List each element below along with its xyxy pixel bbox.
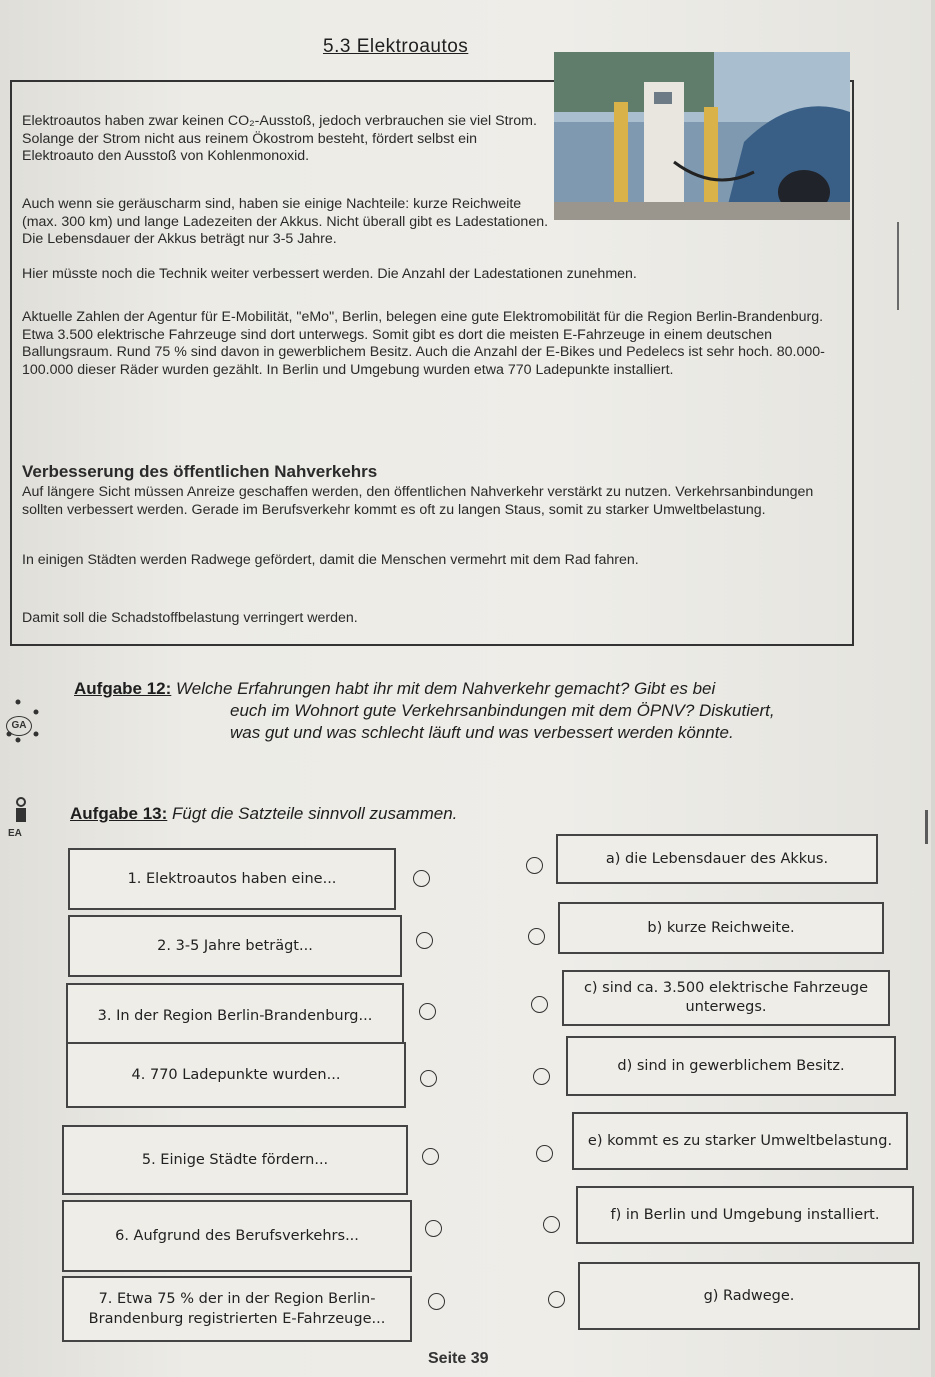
left-connector-1[interactable] bbox=[413, 870, 430, 887]
section-title: 5.3 Elektroautos bbox=[323, 36, 469, 57]
right-connector-g[interactable] bbox=[548, 1291, 565, 1308]
task-12-line1: Welche Erfahrungen habt ihr mit dem Nahverkehr gemacht? Gibt es bei bbox=[176, 679, 716, 698]
left-item-6: 6. Aufgrund des Berufsverkehrs... bbox=[62, 1200, 412, 1272]
left-item-7: 7. Etwa 75 % der in der Region Berlin-Brandenburg registrierten E-Fahrzeuge... bbox=[62, 1276, 412, 1342]
charging-station-photo bbox=[554, 52, 850, 220]
task-12 bbox=[74, 678, 854, 744]
right-item-f: f) in Berlin und Umgebung installiert. bbox=[576, 1186, 914, 1244]
page-number: Seite 39 bbox=[428, 1350, 489, 1367]
paragraph-disadvantages: Auch wenn sie geräuscharm sind, haben sie einige Nachteile: kurze Reichweite (max. 300 km) und lange Ladezeiten der Akkus. Nicht überall gibt es Ladestationen. Die Lebensdauer der Akkus beträgt nur 3-5 Jahre. bbox=[22, 196, 549, 247]
task-12-label: Aufgabe 12: bbox=[74, 679, 172, 698]
left-item-5: 5. Einige Städte fördern... bbox=[62, 1125, 408, 1195]
right-connector-c[interactable] bbox=[531, 996, 548, 1013]
task-13-label: Aufgabe 13: bbox=[70, 804, 168, 823]
task-12-line3: was gut und was schlecht läuft und was verbessert werden könnte. bbox=[230, 723, 734, 742]
paragraph-technology: Hier müsste noch die Technik weiter verbessert werden. Die Anzahl der Ladestationen zunehmen. bbox=[22, 266, 637, 282]
right-item-c: c) sind ca. 3.500 elektrische Fahrzeuge unterwegs. bbox=[562, 970, 890, 1026]
ga-label: GA bbox=[6, 716, 32, 736]
paragraph-incentives: Auf längere Sicht müssen Anreize geschaffen werden, den öffentlichen Nahverkehr verstärkt zu nutzen. Verkehrsanbindungen sollten verbessert werden. Gerade im Berufsverkehr kommt es oft zu langen Staus, somit zu starker Umweltbelastung. bbox=[22, 484, 814, 518]
right-connector-a[interactable] bbox=[526, 857, 543, 874]
left-item-4: 4. 770 Ladepunkte wurden... bbox=[66, 1042, 406, 1108]
right-item-a: a) die Lebensdauer des Akkus. bbox=[556, 834, 878, 884]
right-connector-e[interactable] bbox=[536, 1145, 553, 1162]
margin-line bbox=[897, 222, 899, 310]
right-item-d: d) sind in gewerblichem Besitz. bbox=[566, 1036, 896, 1096]
right-item-e: e) kommt es zu starker Umweltbelastung. bbox=[572, 1112, 908, 1170]
margin-tick bbox=[925, 810, 928, 844]
page-edge bbox=[931, 0, 935, 1377]
left-item-3: 3. In der Region Berlin-Brandenburg... bbox=[66, 983, 404, 1049]
individual-work-icon bbox=[8, 796, 38, 844]
right-connector-f[interactable] bbox=[543, 1216, 560, 1233]
subheading-public-transport: Verbesserung des öffentlichen Nahverkehrs bbox=[22, 462, 378, 481]
group-work-icon bbox=[6, 696, 50, 744]
paragraph-statistics: Aktuelle Zahlen der Agentur für E-Mobilität, "eMo", Berlin, belegen eine gute Elektromobilität für die Region Berlin-Brandenburg. Etwa 3.500 elektrische Fahrzeuge sind dort unterwegs. Somit gibt es dort die meisten E-Fahrzeuge in einem deutschen Ballungsraum. Rund 75 % sind davon in gewerblichem Besitz. Auch die Anzahl der E-Bikes und Pedelecs ist sehr hoch. 80.000-100.000 dieser Räder wurden gezählt. In Berlin und Umgebung wurden etwa 770 Ladepunkte installiert. bbox=[22, 309, 825, 378]
paragraph-co2: Elektroautos haben zwar keinen CO₂-Ausstoß, jedoch verbrauchen sie viel Strom. Solange der Strom nicht aus reinem Ökostrom besteht, fördert selbst ein Elektroauto den Ausstoß von Kohlenmonoxid. bbox=[22, 113, 537, 164]
left-connector-6[interactable] bbox=[425, 1220, 442, 1237]
left-connector-3[interactable] bbox=[419, 1003, 436, 1020]
left-item-2: 2. 3-5 Jahre beträgt... bbox=[68, 915, 402, 977]
right-item-g: g) Radwege. bbox=[578, 1262, 920, 1330]
task-13-text: Fügt die Satzteile sinnvoll zusammen. bbox=[172, 804, 458, 823]
task-12-line2: euch im Wohnort gute Verkehrsanbindungen mit dem ÖPNV? Diskutiert, bbox=[230, 701, 775, 720]
ea-label: EA bbox=[8, 828, 22, 839]
left-connector-5[interactable] bbox=[422, 1148, 439, 1165]
right-connector-b[interactable] bbox=[528, 928, 545, 945]
left-item-1: 1. Elektroautos haben eine... bbox=[68, 848, 396, 910]
left-connector-7[interactable] bbox=[428, 1293, 445, 1310]
left-connector-4[interactable] bbox=[420, 1070, 437, 1087]
task-13 bbox=[70, 803, 770, 825]
right-connector-d[interactable] bbox=[533, 1068, 550, 1085]
left-connector-2[interactable] bbox=[416, 932, 433, 949]
right-item-b: b) kurze Reichweite. bbox=[558, 902, 884, 954]
paragraph-bike-lanes: In einigen Städten werden Radwege gefördert, damit die Menschen vermehrt mit dem Rad fahren. bbox=[22, 552, 639, 568]
paragraph-pollution: Damit soll die Schadstoffbelastung verringert werden. bbox=[22, 610, 358, 626]
